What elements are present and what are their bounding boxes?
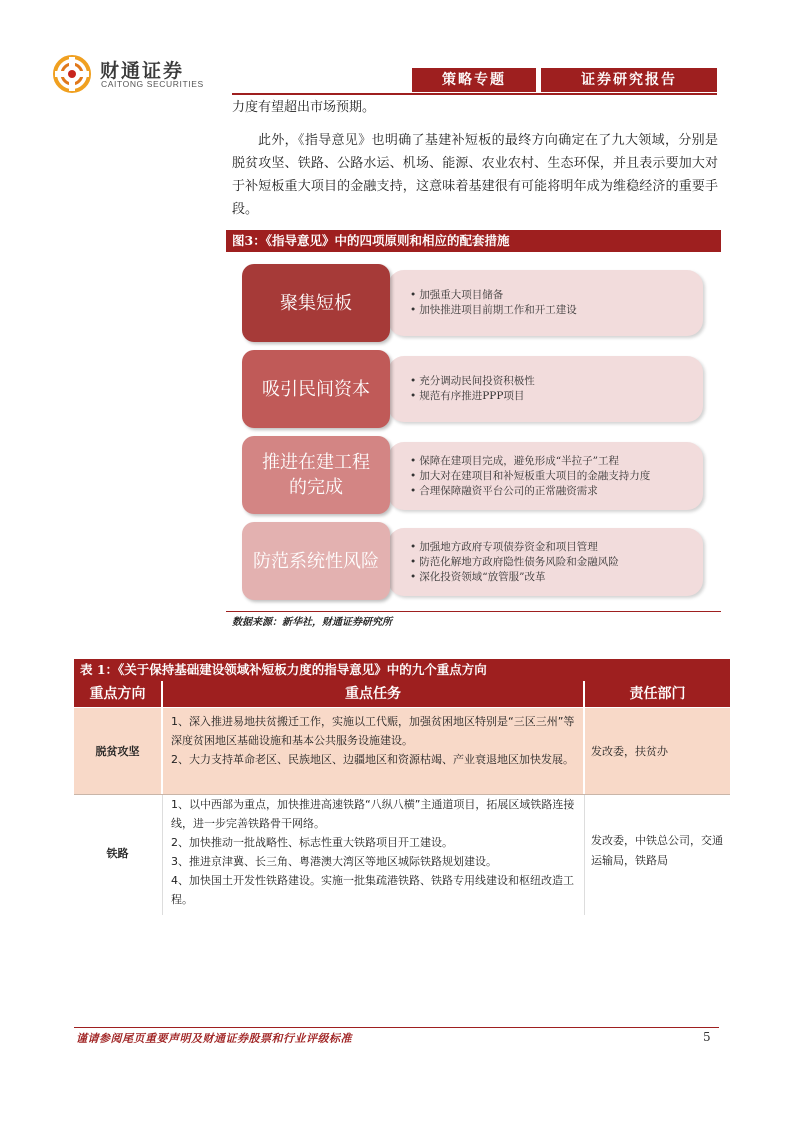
principle-box-1 (242, 264, 390, 342)
task-item: 1、以中西部为重点，加快推进高速铁路“八纵八横”主通道项目，拓展区域铁路连接线，进一步完善铁路骨干网络。 (171, 798, 575, 830)
measure-item: • 合理保障融资平台公司的正常融资需求 (410, 484, 703, 499)
figure-diagram (226, 252, 721, 610)
table-cell-direction: 脱贫攻坚 (74, 708, 161, 794)
page-number: 5 (703, 1030, 711, 1044)
table-cell-dept: 发改委，中铁总公司，交通运输局，铁路局 (591, 834, 723, 867)
measure-box-4 (388, 528, 703, 596)
brand-name-en: CAITONG SECURITIES (101, 79, 204, 89)
task-item: 4、加快国土开发性铁路建设。实施一批集疏港铁路、铁路专用线建设和枢纽改造工程。 (171, 874, 574, 906)
body-paragraph-1: 力度有望超出市场预期。 (232, 100, 376, 115)
figure-source-divider (226, 611, 721, 612)
table-cell-tasks (163, 708, 583, 794)
table-cell-dept: 发改委，扶贫办 (585, 708, 730, 794)
table-title: 表 1：《关于保持基础建设领域补短板力度的指导意见》中的九个重点方向 (74, 659, 730, 681)
measure-item: • 加快推进项目前期工作和开工建设 (410, 303, 703, 318)
table-column-divider (584, 795, 585, 915)
footer-divider (74, 1027, 719, 1028)
measure-item: • 加强地方政府专项债券资金和项目管理 (410, 540, 703, 555)
principle-label: 聚集短板 (280, 292, 352, 314)
measure-item: • 加强重大项目储备 (410, 288, 703, 303)
table-cell-tasks (163, 795, 583, 915)
table-header-tasks: 重点任务 (163, 681, 583, 707)
principle-box-3 (242, 436, 390, 514)
principle-box-2 (242, 350, 390, 428)
measure-item: • 保障在建项目完成，避免形成“半拉子”工程 (410, 454, 703, 469)
measure-item: • 充分调动民间投资积极性 (410, 374, 703, 389)
measure-box-1 (388, 270, 703, 336)
body-paragraph-2: 此外，《指导意见》也明确了基建补短板的最终方向确定在了九大领域，分别是脱贫攻坚、铁路、公路水运、机场、能源、农业农村、生态环保，并且表示要加大对于补短板重大项目的金融支持，这意味着基建很有可能将明年成为维稳经济的重要手段。 (232, 133, 718, 217)
principle-box-4 (242, 522, 390, 600)
task-item: 2、大力支持革命老区、民族地区、边疆地区和资源枯竭、产业衰退地区加快发展。 (171, 753, 574, 766)
header-tab-strategy: 策略专题 (412, 68, 536, 92)
footer-disclaimer: 谨请参阅尾页重要声明及财通证券股票和行业评级标准 (76, 1032, 352, 1045)
principle-label: 防范系统性风险 (253, 550, 379, 572)
principle-label: 推进在建工程的完成 (262, 452, 370, 498)
measure-item: • 规范有序推进PPP项目 (410, 389, 703, 404)
task-item: 1、深入推进易地扶贫搬迁工作，实施以工代赈，加强贫困地区特别是“三区三州”等深度贫困地区基础设施和基本公共服务设施建设。 (171, 715, 575, 747)
measure-box-2 (388, 356, 703, 422)
brand-logo-icon (52, 54, 92, 94)
table-header-direction: 重点方向 (74, 681, 161, 707)
task-item: 2、加快推动一批战略性、标志性重大铁路项目开工建设。 (171, 836, 453, 849)
brand-name-cn: 财通证券 (100, 60, 185, 82)
measure-box-3 (388, 442, 703, 510)
measure-item: • 深化投资领域“放管服”改革 (410, 570, 703, 585)
table-column-divider (162, 795, 163, 915)
task-item: 3、推进京津冀、长三角、粤港澳大湾区等地区城际铁路规划建设。 (171, 855, 497, 868)
header-tab-report: 证券研究报告 (541, 68, 717, 92)
principle-label: 吸引民间资本 (262, 378, 370, 400)
table-cell-direction: 铁路 (106, 847, 129, 860)
table-header-dept: 责任部门 (585, 681, 730, 707)
figure-title: 图3：《指导意见》中的四项原则和相应的配套措施 (226, 230, 721, 252)
header-divider (232, 93, 717, 95)
measure-item: • 防范化解地方政府隐性债务风险和金融风险 (410, 555, 703, 570)
figure-source: 数据来源：新华社，财通证券研究所 (232, 617, 392, 628)
measure-item: • 加大对在建项目和补短板重大项目的金融支持力度 (410, 469, 703, 484)
